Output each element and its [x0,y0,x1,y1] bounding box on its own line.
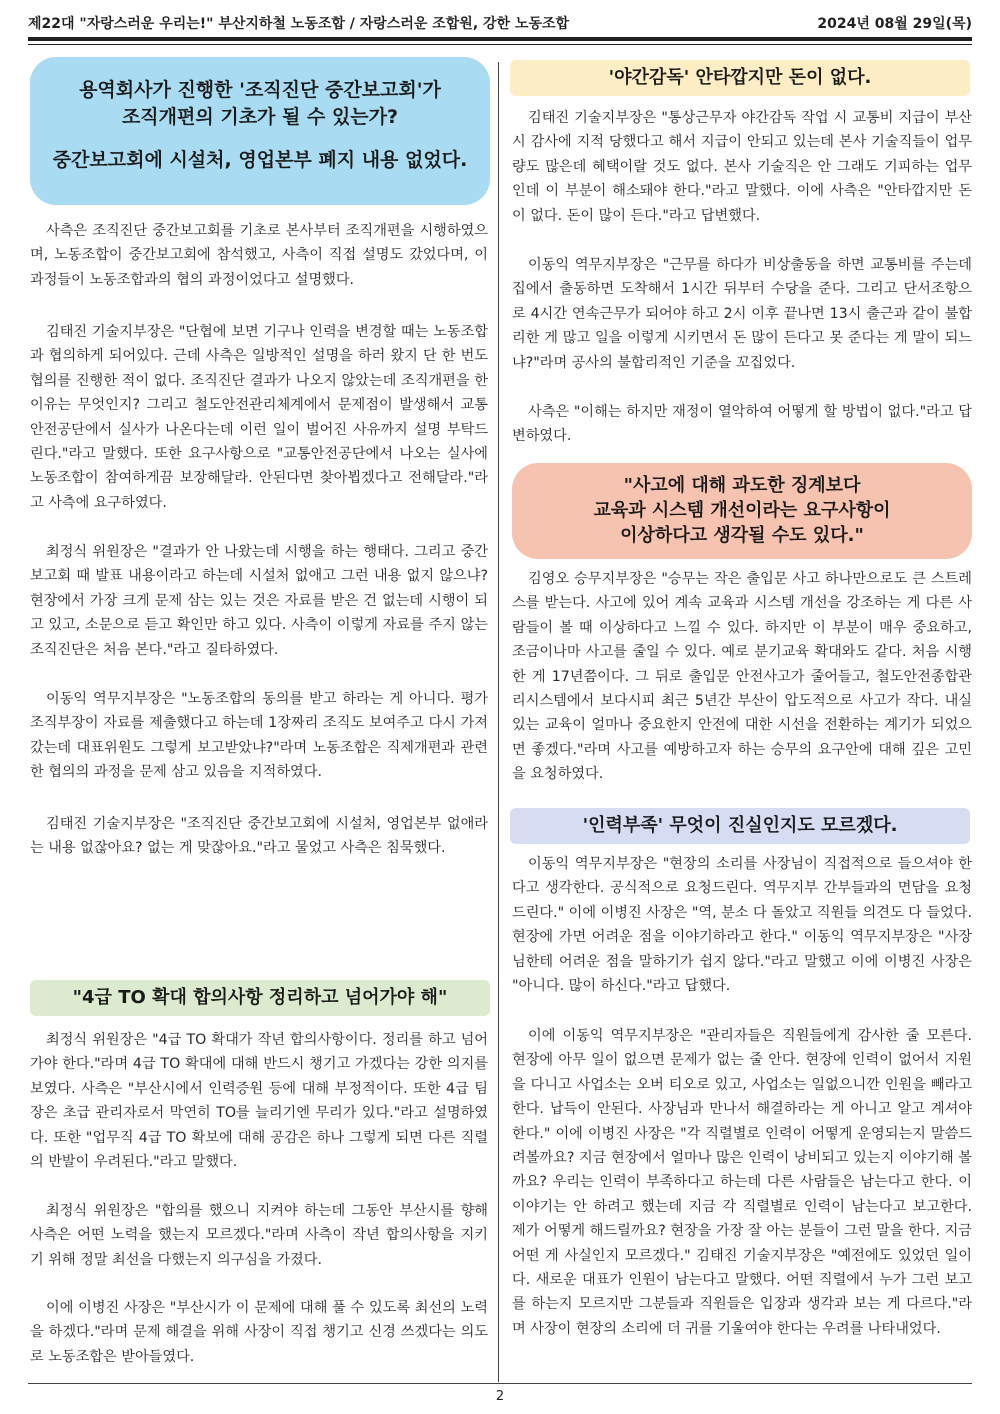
headline-line: 조직개편의 기초가 될 수 있는가? [121,106,399,128]
headline-box-org-diagnosis [30,57,490,205]
footer-rule [28,1383,972,1384]
paragraph: 사측은 조직진단 중간보고회를 기초로 본사부터 조직개편을 시행하였으며, 노동조합이 중간보고회에 참석했고, 사측이 직접 설명도 갔었다며, 이 과정들이 노동조합과의 협의 과정이었다고 설명했다. [30,223,488,288]
headline-line: '야간감독' 안타깝지만 돈이 없다. [608,67,872,88]
paragraph: 최정식 위원장은 "4급 TO 확대가 작년 합의사항이다. 정리를 하고 넘어가야 한다."라며 4급 TO 확대에 대해 반드시 챙기고 가겠다는 강한 의지를 보였다. 사측은 "부산시에서 인력증원 등에 대해 부정적이다. 또한 4급 팀장은 초급 관리자로서 막연히 TO를 늘리기엔 무리가 있다."라고 설명하였다. 또한 "업무직 4급 TO 확보에 대해 공감은 하나 그렇게 되면 다른 직렬의 반발이 우려된다."라고 말했다. [30,1032,488,1171]
paragraph: 이에 이병진 사장은 "부산시가 이 문제에 대해 풀 수 있도록 최선의 노력을 하겠다."라며 문제 해결을 위해 사장이 직접 챙기고 신경 쓰겠다는 의도로 노동조합은 받아들였다. [30,1300,488,1365]
page-number: 2 [495,1389,505,1404]
paragraph: 김태진 기술지부장은 "조직진단 중간보고회에 시설처, 영업본부 없애라는 내용 없잖아요? 없는 게 맞잖아요."라고 물었고 사측은 침묵했다. [30,816,488,857]
header-rule-thin [28,44,972,45]
headline-box-night-supervision [510,60,970,96]
headline-box-accident-education [512,463,972,559]
headline-line: 용역회사가 진행한 '조직진단 중간보고회'가 [79,79,441,101]
headline-line: '인력부족' 무엇이 진실인지도 모르겠다. [582,815,898,836]
paragraph: 이동익 역무지부장은 "노동조합의 동의를 받고 하라는 게 아니다. 평가조직부장이 자료를 제출했다고 하는데 1장짜리 조직도 보여주고 다시 가져갔는데 대표위원도 그렇게 보고받았냐?"라며 노동조합은 직제개편과 관련한 협의의 과정을 문제 삼고 있음을 지적하였다. [30,691,488,781]
header-rule-thick [28,37,972,41]
headline-line: "4급 TO 확대 합의사항 정리하고 넘어가야 해" [72,987,448,1008]
paragraph: 김영오 승무지부장은 "승무는 작은 출입문 사고 하나만으로도 큰 스트레스를 받는다. 사고에 있어 계속 교육과 시스템 개선을 강조하는 게 다른 사람들이 볼 때 이상하다고 느낄 수 있다. 하지만 이 부분이 매우 중요하고, 조금이나마 사고를 줄일 수 있다. 예로 분기교육 확대와도 같다. 처음 시행한 게 17년쯤이다. 그 뒤로 출입문 안전사고가 줄어들고, 철도안전종합관리시스템에서 보다시피 최근 5년간 부산이 압도적으로 사고가 작다. 내실 있는 교육이 얼마나 중요한지 안전에 대한 시선을 전환하는 계기가 되었으면 좋겠다."라며 사고를 예방하고자 하는 승무의 요구안에 대해 깊은 고민을 요청하였다. [512,571,972,783]
headline-line: "사고에 대해 과도한 징계보다 [623,475,861,496]
column-divider [498,62,499,1382]
paragraph: 김태진 기술지부장은 "통상근무자 야간감독 작업 시 교통비 지급이 부산시 감사에 지적 당했다고 해서 지급이 안되고 있는데 본사 기술직들이 업무량도 많은데 혜택이랄 것도 없다. 본사 기술직은 안 그래도 기피하는 업무인데 이 부분이 해소돼야 한다."라고 말했다. 이에 사측은 "안타깝지만 돈이 없다. 돈이 많이 든다."라고 답변했다. [512,110,972,224]
paragraph: 김태진 기술지부장은 "단협에 보면 기구나 인력을 변경할 때는 노동조합과 협의하게 되어있다. 근데 사측은 일방적인 설명을 하러 왔지 단 한 번도 협의를 진행한 적이 없다. 조직진단 결과가 나오지 않았는데 조직개편을 한 이유는 무엇인지? 그리고 철도안전관리체계에서 문제점이 발생해서 교통안전공단에서 실사가 나온다는데 이런 일이 벌어진 사유까지 설명 부탁드린다."라고 말했다. 또한 요구사항으로 "교통안전공단에서 나오는 실사에 노동조합이 참여하게끔 보장해달라. 안된다면 찾아뵙겠다고 전해달라."라고 사측에 요구하였다. [30,324,488,511]
paragraph: 이동익 역무지부장은 "현장의 소리를 사장님이 직접적으로 들으셔야 한다고 생각한다. 공식적으로 요청드린다. 역무지부 간부들과의 면담을 요청드린다." 이에 이병진 사장은 "역, 분소 다 돌았고 직원들 의견도 다 들었다. 현장에 가면 어려운 점을 이야기하라고 한다." 이동익 역무지부장은 "사장님한테 어려운 점을 말하기가 쉽지 않다."라고 말했고 이에 이병진 사장은 "아니다. 많이 하신다."라고 답했다. [512,856,972,995]
paragraph: 최정식 위원장은 "합의를 했으니 지켜야 하는데 그동안 부산시를 향해 사측은 어떤 노력을 했는지 모르겠다."라며 사측이 작년 합의사항을 지키기 위해 정말 최선을 다했는지 의구심을 가졌다. [30,1203,488,1268]
headline-line: 교육과 시스템 개선이라는 요구사항이 [593,500,891,521]
paragraph: 이동익 역무지부장은 "근무를 하다가 비상출동을 하면 교통비를 주는데 집에서 출동하면 도착해서 1시간 뒤부터 수당을 준다. 그리고 단서조항으로 4시간 연속근무가 되어야 하고 2시 이후 끝나면 13시 출근과 같이 불합리한 게 많고 일을 이렇게 시키면서 돈 많이 든다고 못 준다는 게 말이 되느냐?"라며 공사의 불합리적인 기준을 꼬집었다. [512,257,972,371]
header-date: 2024년 08월 29일(목) [817,16,972,32]
header-masthead: 제22대 "자랑스러운 우리는!" 부산지하철 노동조합 / 자랑스러운 조합원, 강한 노동조합 [28,16,570,32]
headline-line: 이상하다고 생각될 수도 있다." [620,525,864,546]
paragraph: 이에 이동익 역무지부장은 "관리자들은 직원들에게 감사한 줄 모른다. 현장에 아무 일이 없으면 문제가 없는 줄 안다. 현장에 인력이 없어서 지원을 다니고 사업소는 오버 티오로 있고, 사업소는 일없으니깐 인원을 빼라고 한다. 납득이 안된다. 사장님과 만나서 해결하라는 게 아니고 알고 계셔야 한다." 이에 이병진 사장은 "각 직렬별로 인력이 어떻게 운영되는지 말씀드려볼까요? 지금 현장에서 얼마나 많은 인력이 낭비되고 있는지 이야기해 볼까요? 우리는 인력이 부족하다고 하는데 다른 사람들은 남는다고 한다. 이 이야기는 안 하려고 했는데 지금 각 직렬별로 인력이 남는다고 보고한다. 제가 어떻게 해드릴까요? 현장을 가장 잘 아는 분들이 그런 말을 한다. 지금 어떤 게 사실인지 모르겠다." 김태진 기술지부장은 "예전에도 있었던 일이다. 새로운 대표가 인원이 남는다고 말했다. 어떤 직렬에서 누가 그런 보고를 하는지 모르지만 그분들과 직원들은 입장과 생각과 보는 게 다르다."라며 사장이 현장의 소리에 더 귀를 기울여야 한다는 우려를 나타내었다. [512,1028,972,1337]
paragraph: 최정식 위원장은 "결과가 안 나왔는데 시행을 하는 행태다. 그리고 중간보고회 때 발표 내용이라고 하는데 시설처 없애고 그런 내용 없지 않으냐? 현장에서 가장 크게 문제 삼는 있는 것은 자료를 받은 건 없는데 시행이 되고 있고, 소문으로 듣고 확인만 하고 있다. 사측이 이렇게 자료를 주지 않는 조직진단은 처음 본다."라고 질타하였다. [30,544,488,658]
page-header [28,10,972,34]
headline-box-staff-shortage [510,808,970,844]
headline-line: 중간보고회에 시설처, 영업본부 폐지 내용 없었다. [52,149,468,171]
paragraph: 사측은 "이해는 하지만 재정이 열악하여 어떻게 할 방법이 없다."라고 답변하였다. [512,404,972,445]
headline-box-4th-grade-to [30,980,490,1016]
